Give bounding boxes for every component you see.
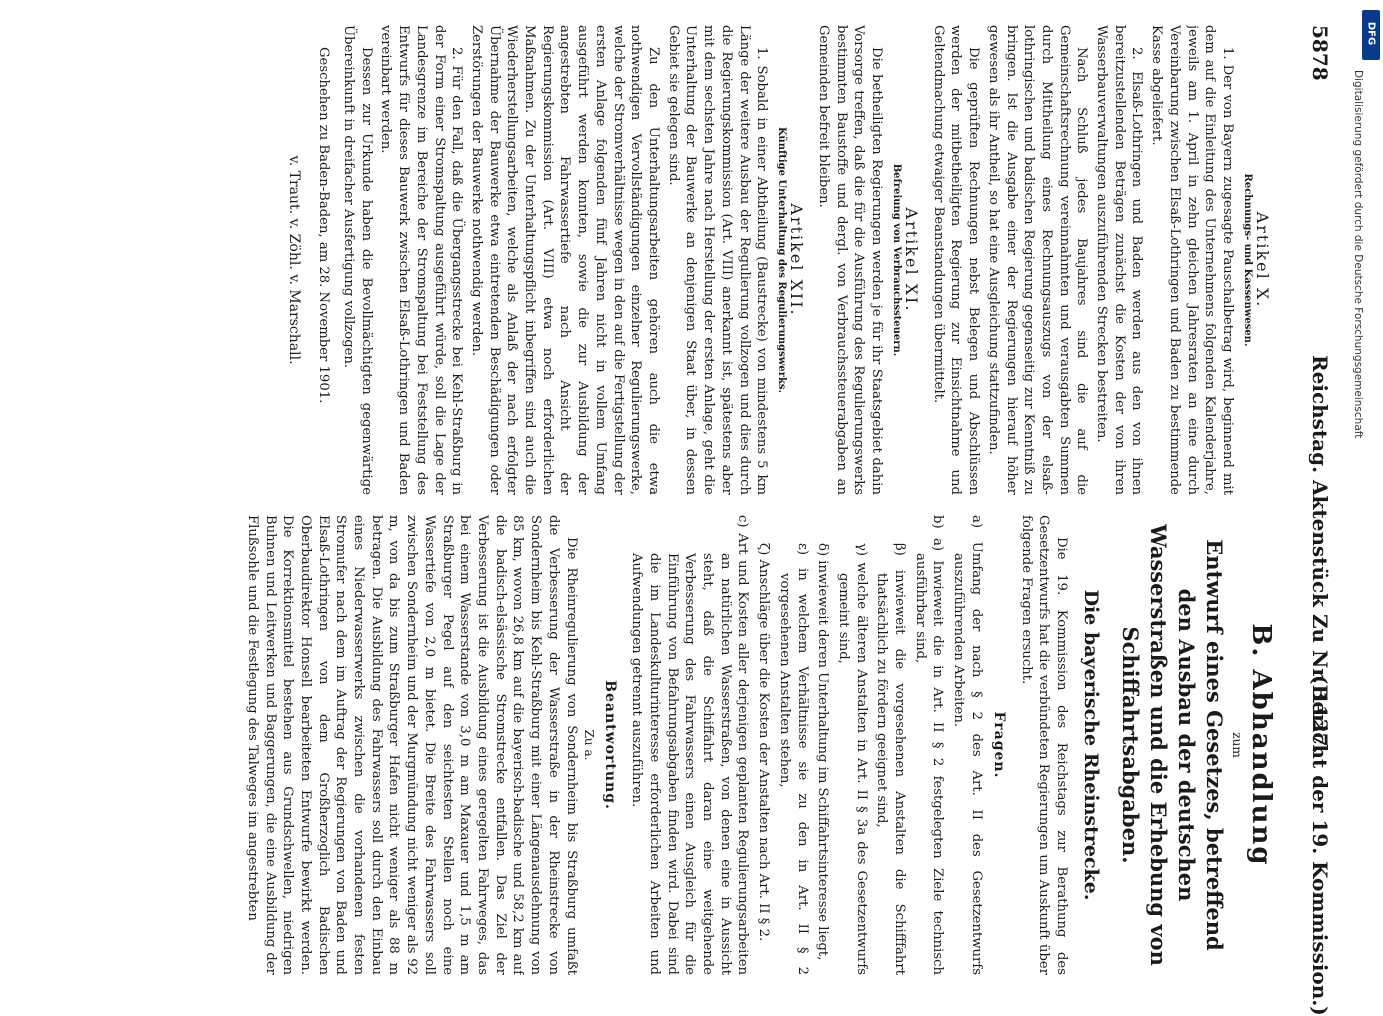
questions-heading: Fragen. [990,711,1007,779]
closing-paragraph: Dessen zur Urkunde haben die Bevollmächtigten gegenwärtige Übereinkunft in dreifacher Ausfertigung vollzogen. [341,25,374,495]
question-subitem: γ) welche älteren Anstalten in Art. II § 3a des Gesetzentwurfs gemeint sind, [835,543,869,975]
question-subitem: ζ) Anschläge über die Kosten der Anstalten nach Art. II § 2. [756,543,772,942]
zum-label: zum [1230,732,1244,758]
question-item: c) Art und Kosten aller derjenigen geplanten Regulierungsarbeiten an natürlichen Wasserstraßen, von denen eine in Aussicht steht, daß die Schiffahrt daran eine weitgehende Verbesserung des Fahrwassers einen Ausgleich für die Einführung von Befahrungsabgaben finden wird. Dabei sind die im Landeskulturinteresse erforderlichen Arbeiten und Aufwendungen getrennt auszuführen. [629,515,751,975]
logo-text: DFG [1365,21,1377,46]
article-12-heading: Artikel XII. [787,203,807,317]
section-heading: Die bayerische Rheinstrecke. [1080,589,1102,901]
question-subitem: ε) in welchem Verhältnisse sie zu den in Art. II § 2 vorgesehenen Anstalten stehen, [776,543,810,975]
intro-paragraph: Die 19. Kommission des Reichstags zur Berathung des Gesetzentwurfs hat die verbündeten Regierungen um Auskunft über folgende Fragen ersucht. [1018,515,1069,975]
answer-subheading: Zu a. [581,729,596,761]
left-column [75,25,1280,495]
paragraph: 1. Sobald in einer Abtheilung (Baustrecke) von mindestens 5 km Länge der weitere Ausbau der Regulierung vollzogen und dies durch die Regierungskommission (Art. VIII) anerkannt ist, spätestens aber mit dem sechsten Jahre nach Herstellung der ersten Anlage, geht die Unterhaltung der Bauwerke an denjenigen Staat über, in dessen Gebiet sie gelegen sind. [665,25,770,495]
dfg-logo [1362,10,1380,60]
paragraph: Nach Schluß jedes Baujahres sind die auf die Gemeinschaftsrechnung vereinnahmten und verausgabten Summen durch Mittheilung eines Rechnungsauszugs von der elsaß-lothringischen und badischen Regierung gegenseitig zur Kenntniß zu bringen. Ist die Ausgabe einer der Regierungen hierauf höher gewesen als ihr Antheil, so hat eine Ausgleichung stattzufinden. [985,25,1090,495]
rotated-document-page [75,25,1340,1016]
paragraph: 1. Der von Bayern zugesagte Pauschalbetrag wird, beginnend mit dem auf die Einleitung des Unternehmens folgenden Kalenderjahre, jeweils am 1. April in zehn gleichen Jahresraten an eine durch Vereinbarung zwischen Elsaß-Lothringen und Baden zu bestimmende Kasse abgeliefert. [1149,25,1235,495]
paragraph: 2. Für den Fall, daß die Übergangsstrecke bei Kehl-Straßburg in der Form einer Stromspaltung ausgeführt würde, soll die Lage der Landesgrenze im Bereiche der Stromspaltung bei Feststellung des Entwurfs für dieses Bauwerk zwischen Elsaß-Lothringen und Baden vereinbart werden. [378,25,465,495]
article-10-heading: Artikel X. [1253,211,1272,309]
paragraph: Zu den Unterhaltungsarbeiten gehören auch die etwa nothwendigen Vervollständigungen einzelner Regulierungswerke, welche der Stromverhältnisse wegen in den auf die Fertigstellung der ersten Anlage folgenden fünf Jahren nicht in vollem Umfang ausgeführt werden konnten, sowie die zur Ausbildung der angestrebten Fahrwassertiefe nach Ansicht der Regierungskommission (Art. VIII) etwa noch erforderlichen Maßnahmen. Zu der Unterhaltungspflicht inbegriffen sind auch die Wiederherstellungsarbeiten, welche als Anlaß der nach erfolgter Übernahme der Bauwerke etwa eintretenden Beschädigungen oder Zerstörungen der Bauwerke nothwendig werden. [468,25,662,495]
right-column [75,515,1280,975]
page-number: 5878 [1308,25,1332,81]
digitization-credit: Digitalisierung gefördert durch die Deutsche Forschungsgemeinschaft [1352,70,1364,439]
answer-paragraph: Die Rheinregulierung von Sondernheim bis Straßburg umfaßt die Verbesserung der Wasserstraße in der Rheinstrecke von Sondernheim bis Kehl-Straßburg mit einer Längenausdehnung von 85 km, wovon 26,8 km auf die bayerisch-badische und 58,2 km auf die badisch-elsässische Stromstrecke entfallen. Das Ziel der Verbesserung ist die Ausbildung eines geregelten Fahrweges, das bei einem Wasserstande von 3,0 m am Maxauer und 1,5 m am Straßburger Pegel auf den seichtesten Stellen noch eine Wassertiefe von 2,0 m bietet. Die Breite des Fahrwassers soll zwischen Sondernheim und der Murgmündung nicht weniger als 92 m, von da bis zum Straßburger Hafen nicht weniger als 88 m betragen. Die Ausbildung des Fahrwassers soll durch den Einbau eines Niederwasserwerks zwischen die vorhandenen festen Stromufer nach dem im Auftrag der Regierungen von Baden und Elsaß-Lothringen von dem Großherzoglich Badischen Oberbaudirektor Honsell bearbeiteten Entwurfe bewirkt werden. Die Korrektionsmittel bestehen aus Grundschwellen, niedrigen Buhnen und Leitwerken und Baggerungen, die eine Ausbildung der Flußsohle und die Festlegung des Talweges im angestrebten [244,515,579,975]
question-item: b) a) Inwieweit die in Art. II § 2 festgelegten Ziele technisch ausführbar sind, [912,515,946,975]
paragraph: Die geprüften Rechnungen nebst Belegen und Abschlüssen werden der mitbetheiligten Regierung zur Einsichtnahme und Geltendmachung etwaiger Beanstandungen übermittelt. [930,25,982,495]
report-note: (Bericht der 19. Kommission.) [1308,675,1332,1016]
article-12-subheading: Künftige Unterhaltung des Regulierungswerks. [776,126,788,394]
answer-heading: Beantwortung. [601,680,618,810]
section-b-heading: B. Abhandlung [1246,623,1276,867]
question-subitem: β) inwieweit die vorgesehenen Anstalten die Schifffahrt thatsächlich zu fördern geeignet sind, [874,543,908,975]
page-header [1300,25,1340,1016]
signing-date: Geschehen zu Baden-Baden, am 28. November 1901. [316,47,332,404]
paragraph: 2. Elsaß-Lothringen und Baden werden aus den von ihnen bereitzustellenden Beträgen zunächst die Kosten der von ihren Wasserbauverwaltungen auszuführenden Strecken bestreiten. [1094,25,1145,495]
article-11-subheading: Befreiung von Verbrauchssteuern. [891,163,903,357]
paragraph: Die betheiligten Regierungen werden je für ihr Staatsgebiet dahin Vorsorge treffen, daß die für die Ausführung des Regulierungswerks bestimmten Baustoffe und dergl. von Verbrauchssteuerabgaben an Gemeinden befreit bleiben. [815,25,885,495]
question-subitem: δ) inwieweit deren Unterhaltung im Schiffahrtsinteresse liegt, [815,543,831,961]
article-10-subheading: Rechnungs- und Kassenwesen. [1242,173,1253,347]
document-title: Entwurf eines Gesetzes, betreffend den Ausbau der deutschen Wasserstraßen und die Erhebung von Schiffahrtsabgaben. [1118,524,1227,966]
running-title: Reichstag. Aktenstück Zu Nr. 1127. [1308,355,1332,754]
signatures: v. Traut. v. Zöhl. v. Marschall. [286,155,303,365]
article-11-heading: Artikel XI. [902,207,922,313]
question-item: a) Umfang der nach § 2 des Art. II des Gesetzentwurfs auszuführenden Arbeiten. [951,515,984,975]
